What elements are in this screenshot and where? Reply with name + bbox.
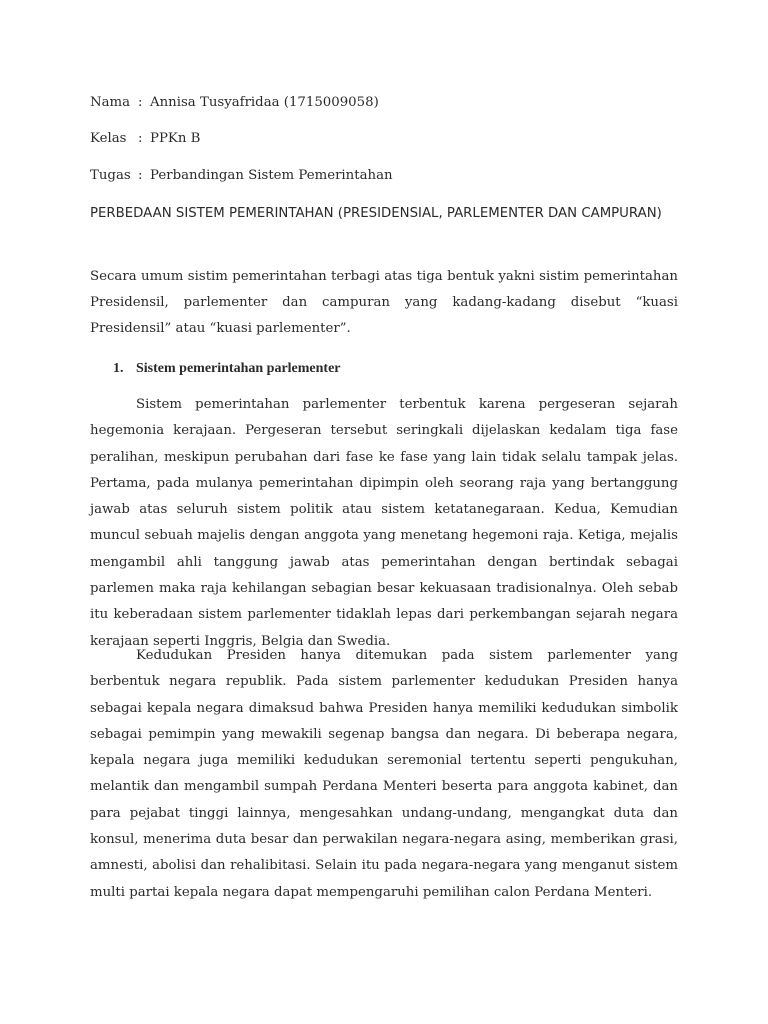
kelas-label: Kelas (90, 131, 127, 146)
nama-colon: : (138, 95, 143, 110)
section-1-title: Sistem pemerintahan parlementer (136, 361, 341, 376)
nama-line (90, 94, 379, 112)
kelas-line (90, 130, 200, 148)
kelas-colon: : (138, 131, 143, 146)
section-1-number: 1. (113, 361, 124, 376)
tugas-colon: : (138, 168, 143, 183)
section-1-heading (113, 360, 341, 378)
tugas-line (90, 167, 393, 185)
section-1-paragraph-1: Sistem pemerintahan parlementer terbentuk karena pergeseran sejarah hegemonia kerajaan. Pergeseran tersebut seringkali dijelaskan kedalam tiga fase peralihan, meskipun perubahan dari fase ke fase yang lain tidak selalu tampak jelas. Pertama, pada mulanya pemerintahan dipimpin oleh seorang raja yang bertanggung jawab atas seluruh sistem politik atau sistem ketatanegaraan. Kedua, Kemudian muncul sebuah majelis dengan anggota yang menetang hegemoni raja. Ketiga, mejalis mengambil ahli tanggung jawab atas pemerintahan dengan bertindak sebagai parlemen maka raja kehilangan sebagian besar kekuasaan tradisionalnya. Oleh sebab itu keberadaan sistem parlementer tidaklah lepas dari perkembangan sejarah negara kerajaan seperti Inggris, Belgia dan Swedia. (90, 397, 678, 649)
tugas-label: Tugas (90, 168, 131, 183)
kelas-value: PPKn B (150, 131, 201, 146)
intro-paragraph: Secara umum sistim pemerintahan terbagi atas tiga bentuk yakni sistim pemerintahan Presidensil, parlementer dan campuran yang kadang-kadang disebut “kuasi Presidensil” atau “kuasi parlementer”. (90, 269, 678, 336)
tugas-value: Perbandingan Sistem Pemerintahan (150, 168, 393, 183)
section-1-paragraph-2: Kedudukan Presiden hanya ditemukan pada sistem parlementer yang berbentuk negara republik. Pada sistem parlementer kedudukan Presiden hanya sebagai kepala negara dimaksud bahwa Presiden hanya memiliki kedudukan simbolik sebagai pemimpin yang mewakili segenap bangsa dan negara. Di beberapa negara, kepala negara juga memiliki kedudukan seremonial tertentu seperti pengukuhan, melantik dan mengambil sumpah Perdana Menteri beserta para anggota kabinet, dan para pejabat tinggi lainnya, mengesahkan undang-undang, mengangkat duta dan konsul, menerima duta besar dan perwakilan negara-negara asing, memberikan grasi, amnesti, abolisi dan rehalibitasi. Selain itu pada negara-negara yang menganut sistem multi partai kepala negara dapat mempengaruhi pemilihan calon Perdana Menteri. (90, 648, 678, 900)
nama-value: Annisa Tusyafridaa (1715009058) (150, 95, 379, 110)
nama-label: Nama (90, 95, 131, 110)
document-title: PERBEDAAN SISTEM PEMERINTAHAN (PRESIDENSIAL, PARLEMENTER DAN CAMPURAN) (90, 206, 662, 221)
